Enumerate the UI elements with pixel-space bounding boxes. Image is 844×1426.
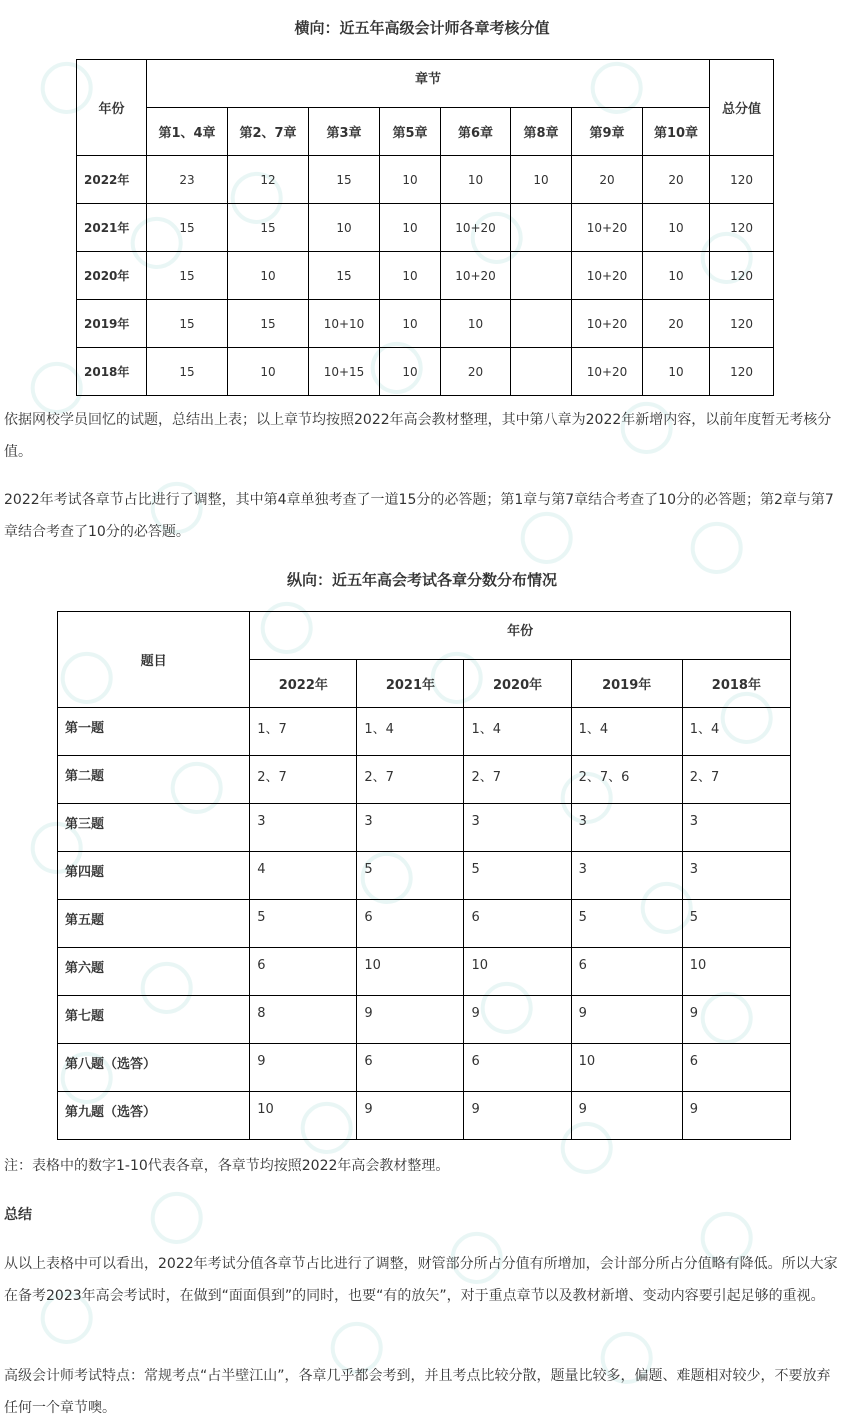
chapter-col-header: 第3章 xyxy=(309,108,380,156)
year-col-header: 2021年 xyxy=(357,660,464,708)
score-cell: 10 xyxy=(441,156,511,204)
table-row xyxy=(58,756,791,804)
chapter-cell: 5 xyxy=(250,900,357,948)
score-cell: 15 xyxy=(147,204,228,252)
question-cell: 第七题 xyxy=(58,996,250,1044)
chapter-cell: 9 xyxy=(682,996,790,1044)
score-cell: 15 xyxy=(147,252,228,300)
score-cell: 10 xyxy=(511,156,572,204)
table2-title: 纵向：近五年高会考试各章分数分布情况 xyxy=(286,571,557,589)
chapter-col-header: 第5章 xyxy=(380,108,441,156)
question-distribution-table xyxy=(57,611,791,1140)
summary-paragraph-1: 从以上表格中可以看出，2022年考试分值各章节占比进行了调整，财管部分所占分值有所增加，会计部分所占分值略有降低。所以大家在备考2023年高会考试时，在做到“面面俱到”的同时，也要“有的放矢”，对于重点章节以及教材新增、变动内容要引起足够的重视。 xyxy=(4,1256,838,1304)
score-cell: 15 xyxy=(309,252,380,300)
chapter-col-header: 第2、7章 xyxy=(228,108,309,156)
chapter-cell: 9 xyxy=(682,1092,790,1140)
question-cell: 第二题 xyxy=(58,756,250,804)
chapter-cell: 9 xyxy=(357,1092,464,1140)
score-cell: 10+20 xyxy=(572,300,643,348)
year-cell: 2022年 xyxy=(77,156,147,204)
score-cell: 20 xyxy=(441,348,511,396)
score-cell: 10 xyxy=(380,348,441,396)
score-cell: 20 xyxy=(572,156,643,204)
score-cell: 12 xyxy=(228,156,309,204)
chapter-col-header: 第8章 xyxy=(511,108,572,156)
score-cell: 10+20 xyxy=(572,252,643,300)
chapter-cell: 1、7 xyxy=(250,708,357,756)
table-row xyxy=(77,348,774,396)
summary-heading: 总结 xyxy=(4,1207,32,1223)
chapter-cell: 6 xyxy=(464,900,571,948)
chapter-cell: 3 xyxy=(571,852,682,900)
chapter-cell: 9 xyxy=(464,1092,571,1140)
chapter-cell: 9 xyxy=(250,1044,357,1092)
chapter-cell: 1、4 xyxy=(357,708,464,756)
chapter-cell: 2、7 xyxy=(250,756,357,804)
chapter-cell: 6 xyxy=(571,948,682,996)
chapter-cell: 10 xyxy=(682,948,790,996)
chapter-cell: 2、7 xyxy=(357,756,464,804)
score-cell: 10 xyxy=(380,156,441,204)
chapter-col-header: 第9章 xyxy=(572,108,643,156)
chapter-cell: 10 xyxy=(357,948,464,996)
table1-title: 横向：近五年高级会计师各章考核分值 xyxy=(294,19,550,37)
chapter-cell: 3 xyxy=(571,804,682,852)
chapter-cell: 2、7、6 xyxy=(571,756,682,804)
score-cell: 10 xyxy=(643,348,710,396)
year-col-header: 2022年 xyxy=(250,660,357,708)
chapter-col-header: 第10章 xyxy=(643,108,710,156)
score-cell: 10 xyxy=(309,204,380,252)
total-cell: 120 xyxy=(710,156,774,204)
chapter-header: 章节 xyxy=(147,60,710,108)
score-cell: 15 xyxy=(147,300,228,348)
score-cell: 10 xyxy=(643,204,710,252)
table-note: 注：表格中的数字1-10代表各章，各章节均按照2022年高会教材整理。 xyxy=(4,1158,450,1174)
paragraph-source-note: 依据网校学员回忆的试题，总结出上表；以上章节均按照2022年高会教材整理，其中第八章为2022年新增内容，以前年度暂无考核分值。 xyxy=(4,412,832,460)
question-cell: 第三题 xyxy=(58,804,250,852)
chapter-cell: 3 xyxy=(464,804,571,852)
chapter-cell: 1、4 xyxy=(464,708,571,756)
score-cell: 10 xyxy=(380,300,441,348)
chapter-cell: 5 xyxy=(357,852,464,900)
table-row xyxy=(58,996,791,1044)
chapter-cell: 9 xyxy=(464,996,571,1044)
score-cell: 10+20 xyxy=(441,204,511,252)
chapter-cell: 3 xyxy=(357,804,464,852)
table-row xyxy=(58,948,791,996)
chapter-cell: 2、7 xyxy=(464,756,571,804)
year-col-header: 2020年 xyxy=(464,660,571,708)
chapter-score-table xyxy=(76,59,774,396)
score-cell: 23 xyxy=(147,156,228,204)
score-cell: 15 xyxy=(147,348,228,396)
chapter-cell: 6 xyxy=(682,1044,790,1092)
table-row xyxy=(58,1044,791,1092)
chapter-cell: 5 xyxy=(464,852,571,900)
total-header: 总分值 xyxy=(710,60,774,156)
year-cell: 2018年 xyxy=(77,348,147,396)
score-cell: 10 xyxy=(441,300,511,348)
score-cell: 10+20 xyxy=(572,348,643,396)
chapter-cell: 5 xyxy=(682,900,790,948)
total-cell: 120 xyxy=(710,204,774,252)
year-cell: 2021年 xyxy=(77,204,147,252)
score-cell: 20 xyxy=(643,156,710,204)
paragraph-2022-adjustment: 2022年考试各章节占比进行了调整，其中第4章单独考查了一道15分的必答题；第1章与第7章结合考查了10分的必答题；第2章与第7章结合考查了10分的必答题。 xyxy=(4,492,834,540)
score-cell: 15 xyxy=(228,204,309,252)
score-cell: 10 xyxy=(643,252,710,300)
question-cell: 第四题 xyxy=(58,852,250,900)
table-row xyxy=(77,300,774,348)
chapter-cell: 8 xyxy=(250,996,357,1044)
score-cell: 10 xyxy=(228,348,309,396)
score-cell: 10 xyxy=(380,252,441,300)
table-row xyxy=(58,708,791,756)
chapter-cell: 10 xyxy=(571,1044,682,1092)
table-row xyxy=(77,252,774,300)
chapter-cell: 9 xyxy=(357,996,464,1044)
question-cell: 第八题（选答） xyxy=(58,1044,250,1092)
score-cell: 10+20 xyxy=(572,204,643,252)
table-row xyxy=(58,900,791,948)
score-cell: 15 xyxy=(309,156,380,204)
score-cell xyxy=(511,204,572,252)
chapter-col-header: 第6章 xyxy=(441,108,511,156)
score-cell: 15 xyxy=(228,300,309,348)
table-row xyxy=(77,156,774,204)
summary-paragraph-2: 高级会计师考试特点：常规考点“占半壁江山”，各章几乎都会考到，并且考点比较分散，题量比较多，偏题、难题相对较少，不要放弃任何一个章节噢。 xyxy=(4,1368,831,1416)
table-row xyxy=(58,852,791,900)
year-col-header: 2018年 xyxy=(682,660,790,708)
chapter-cell: 6 xyxy=(250,948,357,996)
total-cell: 120 xyxy=(710,348,774,396)
chapter-cell: 5 xyxy=(571,900,682,948)
question-cell: 第九题（选答） xyxy=(58,1092,250,1140)
chapter-cell: 9 xyxy=(571,996,682,1044)
year-header: 年份 xyxy=(77,60,147,156)
year-cell: 2019年 xyxy=(77,300,147,348)
score-cell xyxy=(511,300,572,348)
score-cell xyxy=(511,348,572,396)
chapter-cell: 6 xyxy=(357,900,464,948)
chapter-cell: 3 xyxy=(682,804,790,852)
table-row xyxy=(58,1092,791,1140)
score-cell xyxy=(511,252,572,300)
chapter-cell: 9 xyxy=(571,1092,682,1140)
score-cell: 10+15 xyxy=(309,348,380,396)
chapter-cell: 3 xyxy=(250,804,357,852)
total-cell: 120 xyxy=(710,300,774,348)
year-group-header: 年份 xyxy=(250,612,791,660)
question-header: 题目 xyxy=(58,612,250,708)
score-cell: 20 xyxy=(643,300,710,348)
chapter-cell: 6 xyxy=(357,1044,464,1092)
score-cell: 10+20 xyxy=(441,252,511,300)
question-cell: 第五题 xyxy=(58,900,250,948)
score-cell: 10 xyxy=(228,252,309,300)
chapter-cell: 6 xyxy=(464,1044,571,1092)
chapter-cell: 1、4 xyxy=(571,708,682,756)
table-row xyxy=(77,204,774,252)
question-cell: 第六题 xyxy=(58,948,250,996)
chapter-cell: 1、4 xyxy=(682,708,790,756)
chapter-cell: 4 xyxy=(250,852,357,900)
year-col-header: 2019年 xyxy=(571,660,682,708)
score-cell: 10 xyxy=(380,204,441,252)
chapter-cell: 10 xyxy=(250,1092,357,1140)
table-row xyxy=(58,804,791,852)
total-cell: 120 xyxy=(710,252,774,300)
chapter-cell: 2、7 xyxy=(682,756,790,804)
year-cell: 2020年 xyxy=(77,252,147,300)
chapter-cell: 10 xyxy=(464,948,571,996)
chapter-col-header: 第1、4章 xyxy=(147,108,228,156)
chapter-cell: 3 xyxy=(682,852,790,900)
question-cell: 第一题 xyxy=(58,708,250,756)
score-cell: 10+10 xyxy=(309,300,380,348)
